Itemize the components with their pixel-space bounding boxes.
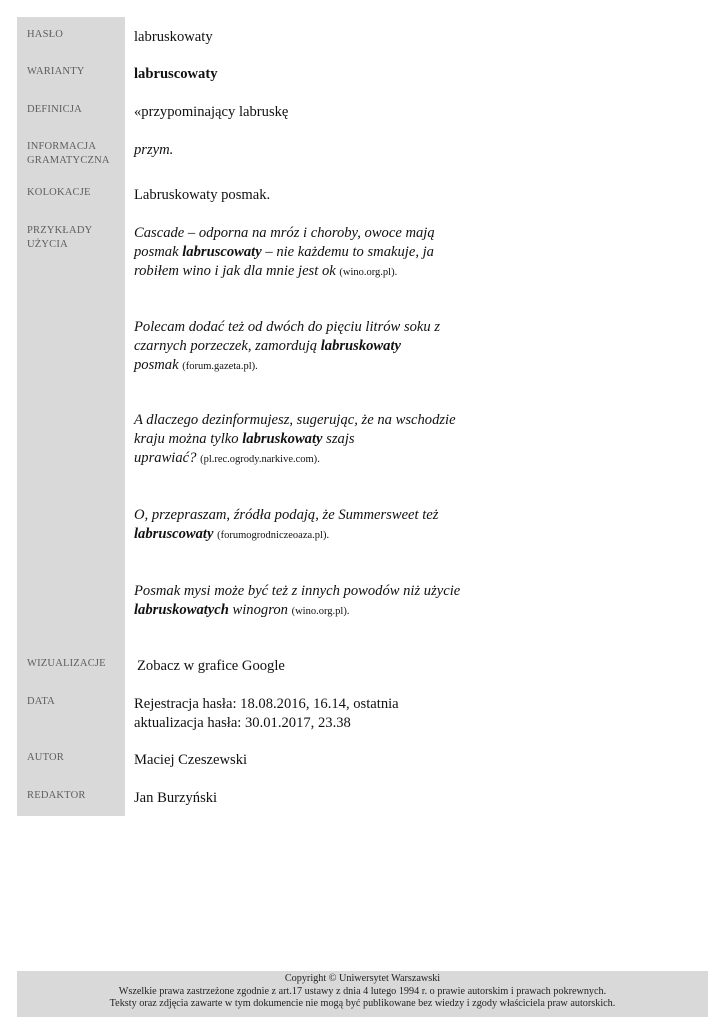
- example-tail: .: [255, 361, 258, 372]
- usage-example-2: [134, 318, 469, 376]
- label-wizualizacje: WIZUALIZACJE: [27, 658, 106, 669]
- date-line: aktualizacja hasła: 30.01.2017, 23.38: [134, 715, 351, 731]
- example-source: (forum.gazeta.pl): [182, 361, 256, 372]
- label-data: DATA: [27, 696, 55, 707]
- example-text: winogron: [228, 602, 292, 618]
- label-przyklady-uzycia: [27, 224, 122, 252]
- example-tail: .: [326, 530, 330, 541]
- example-text: – nie każdemu to smakuje, ja: [261, 244, 434, 260]
- value-definicja: «przypominający labruskę: [134, 104, 289, 120]
- example-line: [134, 430, 469, 449]
- example-line: Posmak mysi może być też z innych powodów niż użycie: [134, 583, 461, 599]
- example-line: [134, 601, 469, 621]
- example-keyword: labruscowaty: [182, 244, 262, 260]
- example-line: [134, 243, 469, 262]
- usage-example-4: [134, 506, 469, 545]
- footer-line: Copyright © Uniwersytet Warszawski: [284, 973, 441, 984]
- value-data: [134, 695, 469, 733]
- usage-example-1: [134, 224, 469, 282]
- date-line: Rejestracja hasła: 18.08.2016, 16.14, ostatnia: [134, 696, 399, 712]
- footer-line: Wszelkie prawa zastrzeżone zgodnie z art.17 ustawy z dnia 4 lutego 1994 r. o prawie autorskim i prawach pokrewnych.: [118, 985, 607, 997]
- value-warianty: labruscowaty: [134, 66, 218, 82]
- label-line: UŻYCIA: [27, 239, 68, 250]
- value-redaktor: Jan Burzyński: [134, 790, 218, 806]
- example-line: [134, 449, 469, 469]
- example-tail: .: [394, 267, 398, 278]
- example-line: O, przepraszam, źródła podają, że Summersweet też: [134, 507, 439, 523]
- example-text: posmak: [134, 357, 183, 373]
- example-tail: .: [346, 606, 350, 617]
- example-text: szajs: [322, 431, 355, 447]
- label-autor: AUTOR: [27, 752, 64, 763]
- label-haslo: HASŁO: [27, 29, 64, 40]
- copyright-footer: [17, 971, 708, 1017]
- example-source: (wino.org.pl): [291, 606, 347, 617]
- example-keyword: labruskowaty: [242, 431, 323, 447]
- label-informacja-gramatyczna: [27, 140, 122, 168]
- example-text: czarnych porzeczek, zamordują: [134, 338, 321, 354]
- example-text: kraju można tylko: [134, 431, 243, 447]
- usage-example-3: [134, 411, 469, 469]
- example-keyword: labruskowaty: [320, 338, 401, 354]
- example-tail: .: [317, 454, 320, 465]
- example-line: [134, 337, 469, 356]
- example-line: [134, 262, 469, 282]
- usage-example-5: [134, 582, 469, 621]
- label-definicja: DEFINICJA: [27, 104, 82, 115]
- example-line: [134, 525, 469, 545]
- google-images-link[interactable]: Zobacz w grafice Google: [137, 658, 285, 674]
- example-text: uprawiać?: [134, 450, 201, 466]
- example-line: A dlaczego dezinformujesz, sugerując, że na wschodzie: [134, 412, 456, 428]
- example-text: posmak: [134, 244, 183, 260]
- example-source: (pl.rec.ogrody.narkive.com): [200, 454, 318, 465]
- value-autor: Maciej Czeszewski: [134, 752, 248, 768]
- label-line: GRAMATYCZNA: [27, 155, 110, 166]
- value-haslo: labruskowaty: [134, 29, 213, 45]
- example-keyword: labruskowatych: [134, 602, 229, 618]
- example-text: robiłem wino i jak dla mnie jest ok: [134, 263, 340, 279]
- value-informacja-gramatyczna: przym.: [134, 142, 174, 158]
- example-line: Polecam dodać też od dwóch do pięciu litrów soku z: [134, 319, 441, 335]
- footer-line: Teksty oraz zdjęcia zawarte w tym dokumencie nie mogą być publikowane bez wiedzy i zgody właściciela praw autorskich.: [109, 998, 616, 1010]
- example-line: Cascade – odporna na mróz i choroby, owoce mają: [134, 225, 435, 241]
- label-line: INFORMACJA: [27, 141, 97, 152]
- example-line: [134, 356, 469, 376]
- label-kolokacje: KOLOKACJE: [27, 187, 91, 198]
- value-kolokacje: Labruskowaty posmak.: [134, 187, 271, 203]
- example-keyword: labruscowaty: [134, 526, 214, 542]
- label-redaktor: REDAKTOR: [27, 790, 86, 801]
- example-source: (forumogrodniczeoaza.pl): [217, 530, 327, 541]
- example-source: (wino.org.pl): [339, 267, 395, 278]
- label-line: PRZYKŁADY: [27, 225, 93, 236]
- label-warianty: WARIANTY: [27, 66, 85, 77]
